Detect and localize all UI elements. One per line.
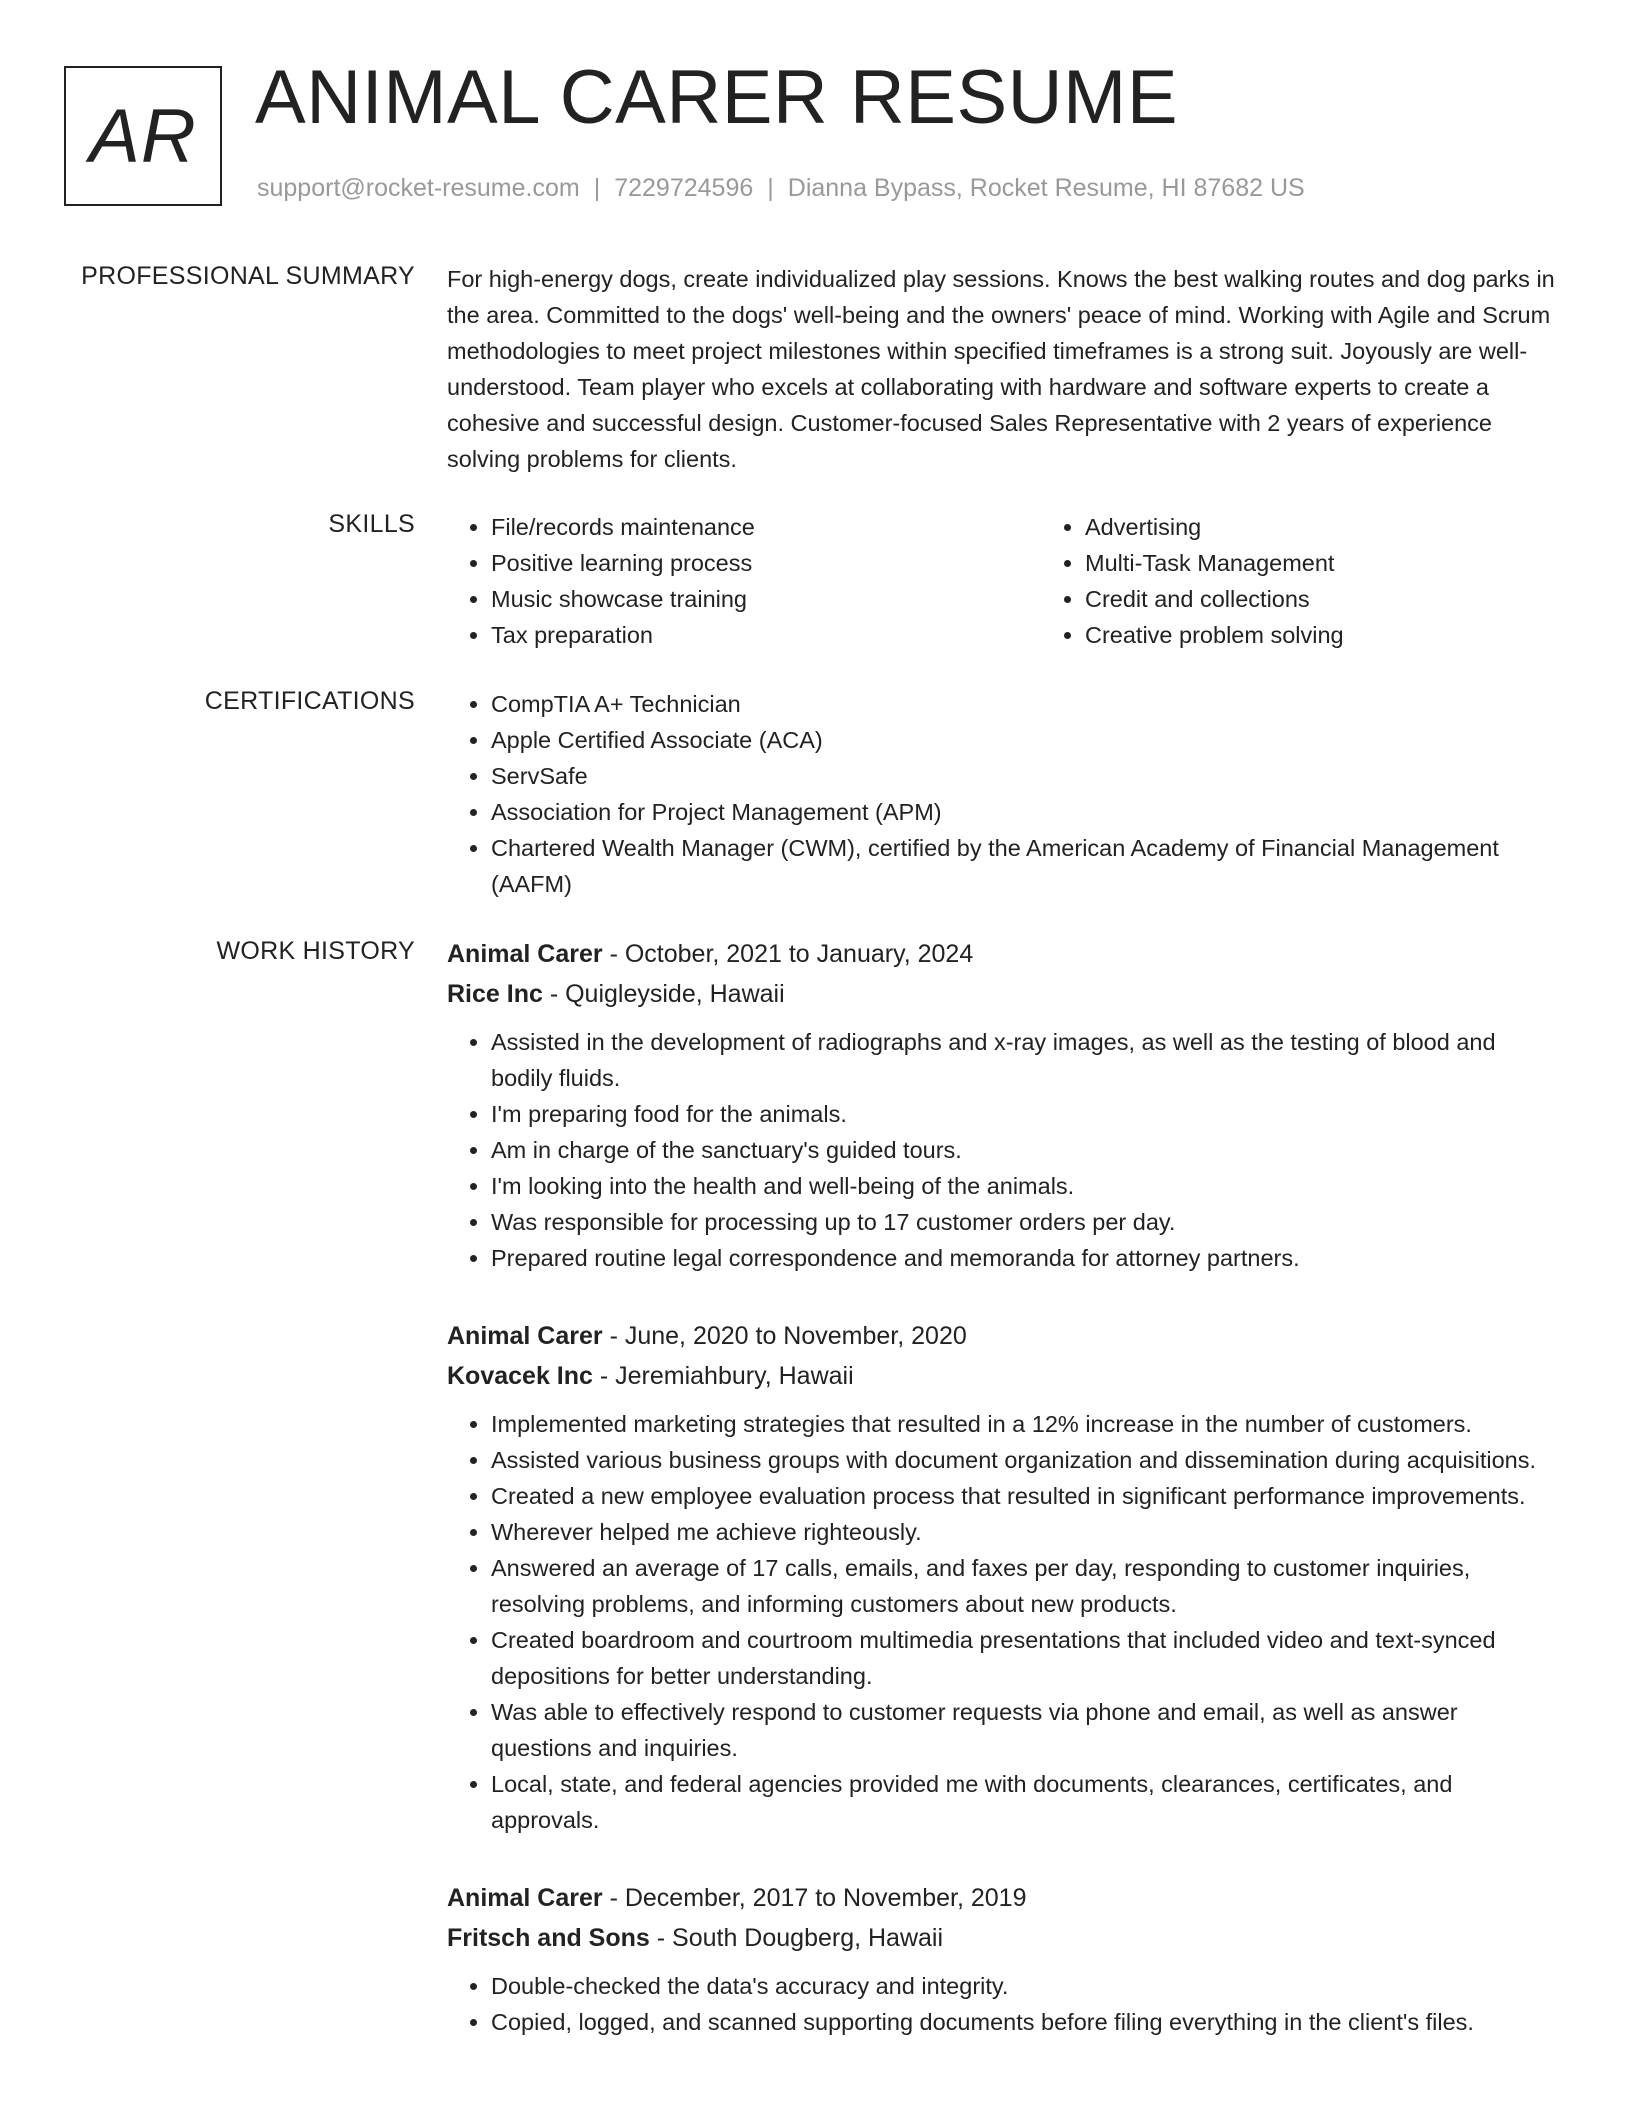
skills-list-left — [447, 509, 1041, 653]
list-item: • Assisted in the development of radiographs and x-ray images, as well as the testing of blood and bodily fluids. — [491, 1024, 1562, 1096]
job-title-line — [447, 1878, 1562, 1918]
section-label-summary: PROFESSIONAL SUMMARY — [81, 262, 415, 290]
list-item: • Advertising — [1085, 509, 1632, 545]
list-item: • Multi-Task Management — [1085, 545, 1632, 581]
list-item: • Double-checked the data's accuracy and integrity. — [491, 1968, 1562, 2004]
skills-body — [447, 509, 1562, 653]
job-bullets — [447, 1406, 1562, 1838]
list-item: • Music showcase training — [491, 581, 1041, 617]
job-dates: - June, 2020 to November, 2020 — [602, 1322, 967, 1350]
list-item: • Apple Certified Associate (ACA) — [491, 722, 1562, 758]
job-company: Fritsch and Sons — [447, 1924, 650, 1952]
job-company-line — [447, 974, 1562, 1014]
contact-separator: | — [593, 174, 601, 202]
section-label-work-history: WORK HISTORY — [216, 937, 415, 965]
job-location: - Quigleyside, Hawaii — [542, 980, 785, 1008]
list-item: • Creative problem solving — [1085, 617, 1632, 653]
list-item: • Wherever helped me achieve righteously. — [491, 1514, 1562, 1550]
job-company-line — [447, 1918, 1562, 1958]
section-label-certifications: CERTIFICATIONS — [204, 687, 415, 715]
job-title-line — [447, 1316, 1562, 1356]
job-title: Animal Carer — [447, 940, 603, 968]
job-title: Animal Carer — [447, 1322, 603, 1350]
list-item: • Prepared routine legal correspondence and memoranda for attorney partners. — [491, 1240, 1562, 1276]
job-location: - Jeremiahbury, Hawaii — [592, 1362, 854, 1390]
list-item: • Created a new employee evaluation process that resulted in significant performance improvements. — [491, 1478, 1562, 1514]
list-item: • Answered an average of 17 calls, emails, and faxes per day, responding to customer inquiries, resolving problems, and informing customers about new products. — [491, 1550, 1562, 1622]
list-item: • Am in charge of the sanctuary's guided tours. — [491, 1132, 1562, 1168]
list-item: • Created boardroom and courtroom multimedia presentations that included video and text-synced depositions for better understanding. — [491, 1622, 1562, 1694]
list-item: • Local, state, and federal agencies provided me with documents, clearances, certificates, and approvals. — [491, 1766, 1562, 1838]
monogram-box — [64, 66, 222, 206]
summary-text: For high-energy dogs, create individualized play sessions. Knows the best walking routes and dog parks in the area. Committed to the dogs' well-being and the owners' peace of mind. Working with Agile and Scrum methodologies to meet project milestones within specified timeframes is a strong suit. Joyously are well-understood. Team player who excels at collaborating with hardware and software experts to create a cohesive and successful design. Customer-focused Sales Representative with 2 years of experience solving problems for clients. — [447, 266, 1555, 472]
contact-line — [257, 174, 1305, 203]
page-title: ANIMAL CARER RESUME — [255, 55, 1179, 140]
list-item: • Copied, logged, and scanned supporting documents before filing everything in the client's files. — [491, 2004, 1562, 2040]
contact-address: Dianna Bypass, Rocket Resume, HI 87682 US — [787, 174, 1305, 202]
list-item: • I'm looking into the health and well-being of the animals. — [491, 1168, 1562, 1204]
contact-separator: | — [767, 174, 774, 202]
list-item: • Was able to effectively respond to customer requests via phone and email, as well as answer questions and inquiries. — [491, 1694, 1562, 1766]
list-item: • File/records maintenance — [491, 509, 1041, 545]
job-company: Kovacek Inc — [447, 1362, 593, 1390]
contact-email: support@rocket-resume.com — [257, 174, 580, 202]
list-item: • ServSafe — [491, 758, 1562, 794]
section-label-skills: SKILLS — [328, 510, 415, 538]
list-item: • Implemented marketing strategies that resulted in a 12% increase in the number of customers. — [491, 1406, 1562, 1442]
list-item: • CompTIA A+ Technician — [491, 686, 1562, 722]
job-bullets — [447, 1024, 1562, 1276]
certifications-body — [447, 686, 1562, 902]
list-item: • Chartered Wealth Manager (CWM), certified by the American Academy of Financial Management (AAFM) — [491, 830, 1562, 902]
job-bullets — [447, 1968, 1562, 2040]
monogram-initials: AR — [89, 93, 197, 179]
contact-phone: 7229724596 — [614, 174, 754, 202]
job-title: Animal Carer — [447, 1884, 603, 1912]
list-item: • Association for Project Management (APM) — [491, 794, 1562, 830]
job-entry — [447, 1878, 1562, 2040]
work-history-body — [447, 934, 1562, 2040]
job-dates: - December, 2017 to November, 2019 — [602, 1884, 1027, 1912]
summary-body — [447, 261, 1562, 477]
job-location: - South Dougberg, Hawaii — [649, 1924, 944, 1952]
list-item: • Tax preparation — [491, 617, 1041, 653]
job-entry — [447, 934, 1562, 1276]
job-dates: - October, 2021 to January, 2024 — [602, 940, 974, 968]
list-item: • Was responsible for processing up to 17 customer orders per day. — [491, 1204, 1562, 1240]
job-entry — [447, 1316, 1562, 1838]
job-title-line — [447, 934, 1562, 974]
certifications-list — [447, 686, 1562, 902]
list-item: • Positive learning process — [491, 545, 1041, 581]
list-item: • Assisted various business groups with document organization and dissemination during acquisitions. — [491, 1442, 1562, 1478]
job-company: Rice Inc — [447, 980, 543, 1008]
list-item: • Credit and collections — [1085, 581, 1632, 617]
list-item: • I'm preparing food for the animals. — [491, 1096, 1562, 1132]
job-company-line — [447, 1356, 1562, 1396]
skills-list-right — [1041, 509, 1632, 653]
